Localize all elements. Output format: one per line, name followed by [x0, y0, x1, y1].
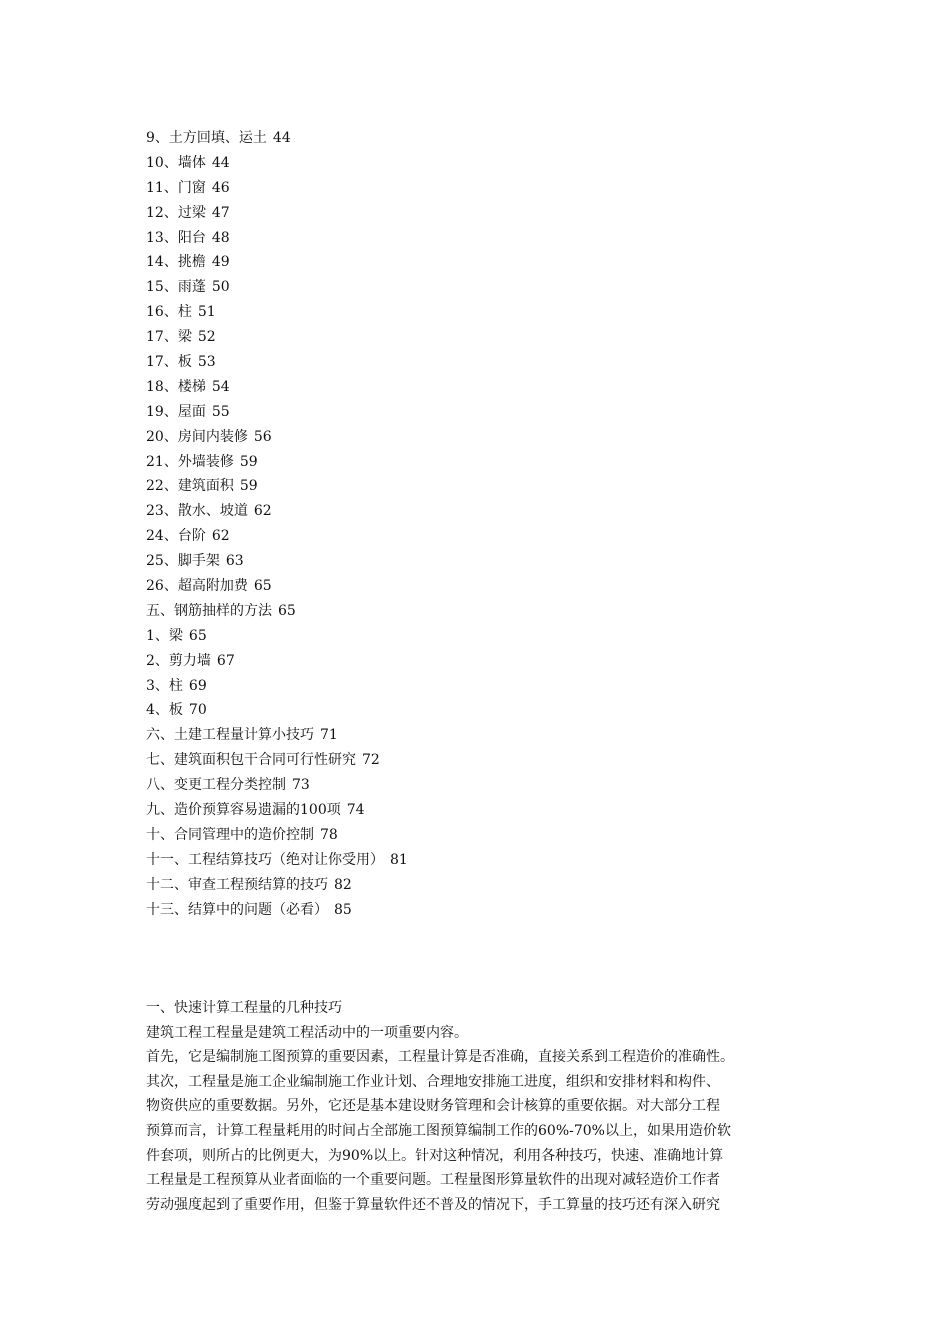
paragraph-line: 工程量是工程预算从业者面临的一个重要问题。工程量图形算量软件的出现对减轻造价工作者 [146, 1172, 720, 1189]
toc-entry-page-number: 62 [253, 503, 272, 520]
toc-list [146, 126, 816, 923]
paragraph-line: 预算而言，计算工程量耗用的时间占全部施工图预算编制工作的60%-70%以上，如果用造价软 [146, 1122, 731, 1139]
toc-entry-page-number: 48 [211, 229, 230, 246]
toc-entry-label: 十二、审查工程预结算的技巧 [146, 876, 328, 893]
toc-entry-page-number: 82 [334, 876, 352, 893]
toc-entry-label: 七、建筑面积包干合同可行性研究 [146, 752, 356, 769]
section-title: 一、快速计算工程量的几种技巧 [146, 1000, 342, 1016]
toc-entry[interactable] [146, 574, 816, 599]
toc-entry-label: 3、柱 [146, 677, 183, 694]
toc-entry[interactable] [146, 723, 816, 748]
toc-entry-page-number: 50 [211, 279, 230, 296]
toc-entry-label: 22、建筑面积 [146, 478, 234, 495]
toc-entry[interactable] [146, 698, 816, 723]
toc-entry-label: 14、挑檐 [146, 254, 206, 271]
toc-entry-label: 25、脚手架 [146, 553, 220, 570]
toc-entry-page-number: 69 [188, 677, 207, 694]
toc-entry-page-number: 49 [211, 254, 230, 271]
toc-entry[interactable] [146, 176, 816, 201]
toc-entry-page-number: 59 [239, 453, 258, 470]
toc-entry-label: 2、剪力墙 [146, 652, 211, 669]
toc-entry[interactable] [146, 499, 816, 524]
toc-entry[interactable] [146, 848, 816, 873]
toc-entry-label: 17、板 [146, 354, 192, 371]
toc-entry-label: 九、造价预算容易遗漏的100项 [146, 802, 341, 819]
toc-entry-page-number: 51 [197, 304, 216, 321]
toc-entry[interactable] [146, 201, 816, 226]
toc-entry-label: 21、外墙装修 [146, 453, 234, 470]
toc-entry-page-number: 74 [346, 802, 365, 819]
toc-entry[interactable] [146, 624, 816, 649]
toc-entry-label: 十、合同管理中的造价控制 [146, 826, 314, 843]
toc-entry[interactable] [146, 400, 816, 425]
toc-entry-label: 13、阳台 [146, 229, 206, 246]
toc-entry-label: 19、屋面 [146, 403, 206, 420]
toc-entry[interactable] [146, 350, 816, 375]
table-of-contents [146, 126, 816, 923]
toc-entry-label: 18、楼梯 [146, 378, 206, 395]
toc-entry-page-number: 59 [239, 478, 258, 495]
toc-entry[interactable] [146, 599, 816, 624]
toc-entry-label: 4、板 [146, 702, 183, 719]
toc-entry-label: 五、钢筋抽样的方法 [146, 602, 272, 619]
toc-entry-page-number: 70 [188, 702, 207, 719]
toc-entry[interactable] [146, 773, 816, 798]
toc-entry-label: 十三、结算中的问题（必看） [146, 901, 328, 918]
toc-entry[interactable] [146, 126, 816, 151]
toc-entry-page-number: 85 [334, 901, 352, 918]
toc-entry-label: 16、柱 [146, 304, 192, 321]
toc-entry[interactable] [146, 425, 816, 450]
toc-entry-page-number: 67 [216, 652, 235, 669]
toc-entry-label: 十一、工程结算技巧（绝对让你受用） [146, 851, 384, 868]
toc-entry[interactable] [146, 375, 816, 400]
toc-entry-label: 20、房间内装修 [146, 428, 248, 445]
toc-entry-page-number: 78 [320, 826, 338, 843]
paragraph-line: 其次，工程量是施工企业编制施工作业计划、合理地安排施工进度，组织和安排材料和构件、 [146, 1073, 720, 1090]
paragraph-line: 物资供应的重要数据。另外，它还是基本建设财务管理和会计核算的重要依据。对大部分工程 [146, 1098, 720, 1115]
paragraph-line: 件套项，则所占的比例更大，为90%以上。针对这种情况，利用各种技巧，快速、准确地计算 [146, 1147, 724, 1164]
toc-entry-label: 10、墙体 [146, 154, 206, 171]
toc-entry[interactable] [146, 474, 816, 499]
section-body [146, 996, 816, 1217]
toc-entry[interactable] [146, 275, 816, 300]
toc-entry-page-number: 81 [390, 851, 408, 868]
toc-entry-label: 23、散水、坡道 [146, 503, 248, 520]
toc-entry[interactable] [146, 898, 816, 923]
toc-entry-page-number: 73 [292, 777, 310, 794]
toc-entry-page-number: 62 [211, 528, 230, 545]
toc-entry[interactable] [146, 250, 816, 275]
toc-entry[interactable] [146, 300, 816, 325]
toc-entry[interactable] [146, 798, 816, 823]
section-paragraph [146, 1021, 816, 1218]
toc-entry-label: 11、门窗 [146, 179, 206, 196]
paragraph-line: 首先，它是编制施工图预算的重要因素，工程量计算是否准确，直接关系到工程造价的准确性。 [146, 1049, 734, 1066]
toc-entry-page-number: 65 [278, 602, 296, 619]
toc-entry-label: 八、变更工程分类控制 [146, 777, 286, 794]
toc-entry-page-number: 63 [225, 553, 244, 570]
toc-entry-page-number: 72 [362, 752, 380, 769]
toc-entry-label: 15、雨蓬 [146, 279, 206, 296]
toc-entry[interactable] [146, 823, 816, 848]
toc-entry[interactable] [146, 674, 816, 699]
toc-entry-label: 17、梁 [146, 329, 192, 346]
toc-entry[interactable] [146, 549, 816, 574]
toc-entry[interactable] [146, 450, 816, 475]
toc-entry-label: 12、过梁 [146, 204, 206, 221]
toc-entry-label: 六、土建工程量计算小技巧 [146, 727, 314, 744]
toc-entry-label: 1、梁 [146, 627, 183, 644]
paragraph-line: 劳动强度起到了重要作用，但鉴于算量软件还不普及的情况下，手工算量的技巧还有深入研究 [146, 1196, 720, 1213]
paragraph-line: 建筑工程工程量是建筑工程活动中的一项重要内容。 [146, 1024, 468, 1041]
toc-entry[interactable] [146, 325, 816, 350]
toc-entry-label: 9、土方回填、运土 [146, 130, 267, 146]
toc-entry[interactable] [146, 151, 816, 176]
toc-entry-page-number: 71 [320, 727, 338, 744]
toc-entry[interactable] [146, 873, 816, 898]
toc-entry[interactable] [146, 524, 816, 549]
toc-entry-page-number: 55 [211, 403, 230, 420]
toc-entry-page-number: 56 [253, 428, 272, 445]
toc-entry-page-number: 47 [211, 204, 230, 221]
toc-entry[interactable] [146, 226, 816, 251]
toc-entry-page-number: 53 [197, 354, 216, 371]
toc-entry-page-number: 65 [253, 578, 272, 595]
toc-entry-page-number: 44 [211, 154, 230, 171]
toc-entry[interactable] [146, 649, 816, 674]
toc-entry-page-number: 52 [197, 329, 216, 346]
toc-entry-label: 26、超高附加费 [146, 578, 248, 595]
toc-entry-label: 24、台阶 [146, 528, 206, 545]
toc-entry-page-number: 44 [272, 130, 291, 146]
toc-entry-page-number: 54 [211, 378, 230, 395]
toc-entry-page-number: 65 [188, 627, 207, 644]
toc-entry[interactable] [146, 748, 816, 773]
toc-entry-page-number: 46 [211, 179, 230, 196]
